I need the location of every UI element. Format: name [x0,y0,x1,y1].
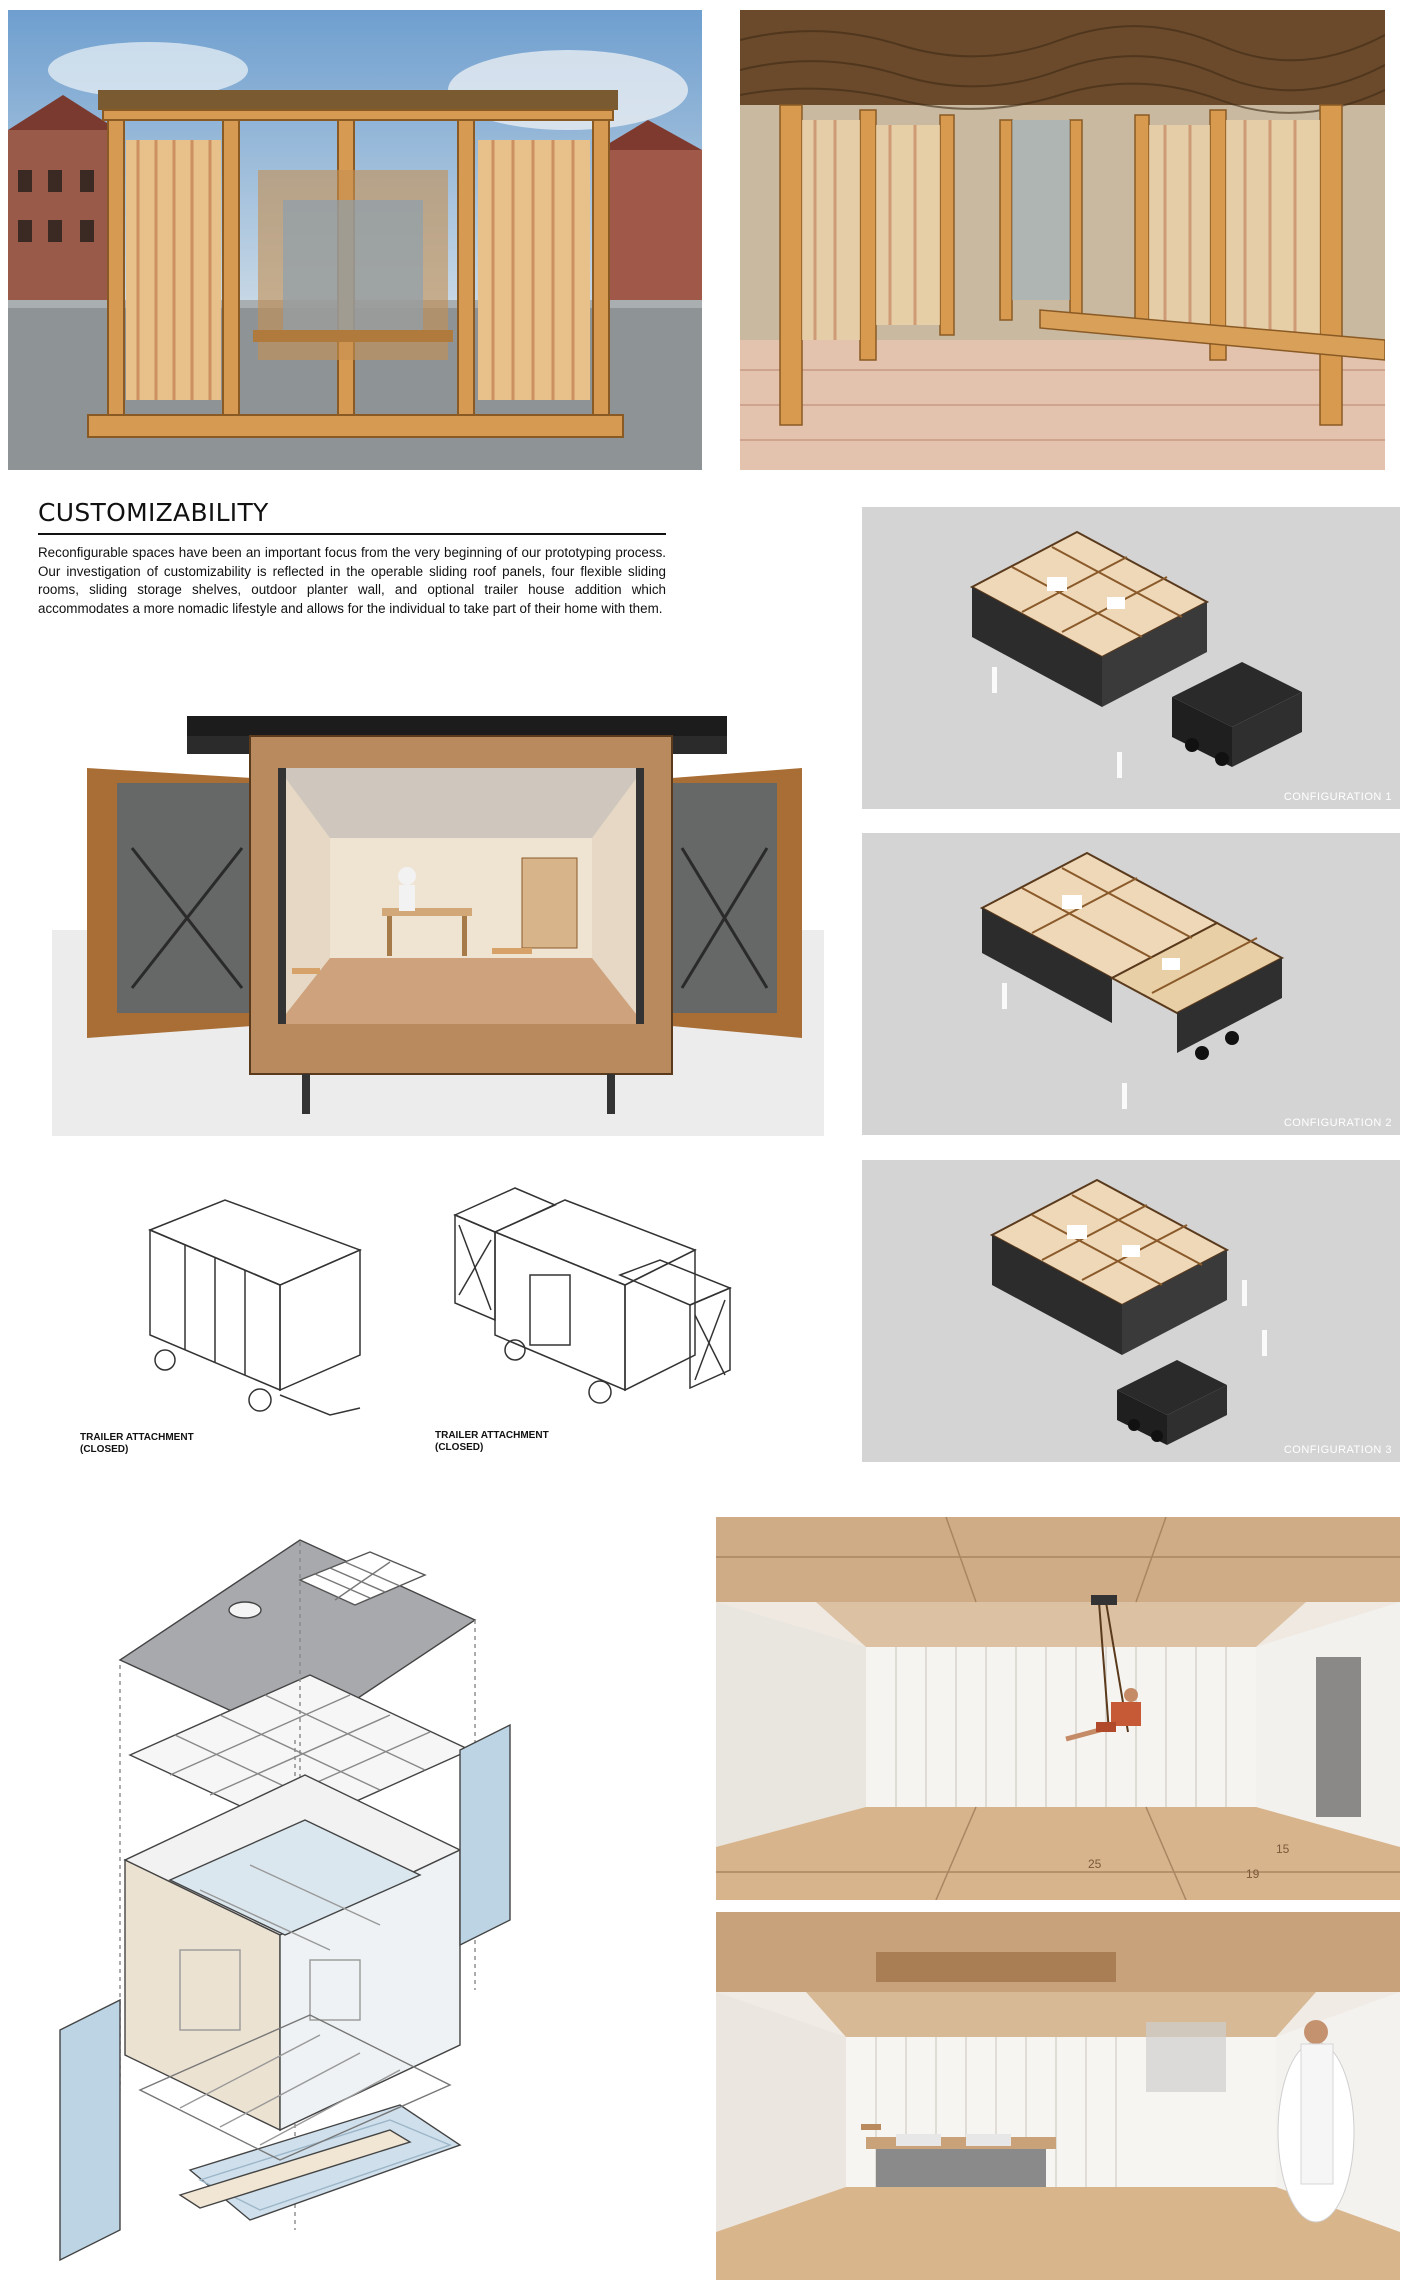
trailer-caption-1-line1: TRAILER ATTACHMENT [80,1432,194,1443]
configuration-2-label: CONFIGURATION 2 [1283,1117,1392,1129]
configuration-panel-3 [862,1160,1400,1462]
floor-mark-19: 19 [1246,1867,1260,1881]
configuration-panel-1 [862,507,1400,809]
exploded-axonometric-diagram [30,1530,670,2270]
interior-bedroom-render [716,1912,1400,2280]
trailer-drawing-attached [445,1180,740,1445]
pavilion-exterior-photo [8,10,702,470]
configuration-3-label: CONFIGURATION 3 [1283,1444,1392,1456]
floor-mark-15: 15 [1276,1842,1290,1856]
trailer-caption-2-line2: (CLOSED) [435,1442,484,1453]
section-heading: CUSTOMIZABILITY [38,498,666,535]
trailer-caption-1-line2: (CLOSED) [80,1444,129,1455]
configuration-1-label: CONFIGURATION 1 [1283,791,1392,803]
section-body: Reconfigurable spaces have been an important focus from the very beginning of our prototyping process. Our investigation of customizability is reflected in the operable sliding roof panels, four flexible sliding rooms, sliding storage shelves, outdoor planter wall, and optional trailer house addition which accommodates a more nomadic lifestyle and allows for the individual to take part of their home with them. [38,545,666,616]
floor-mark-25: 25 [1088,1857,1102,1871]
trailer-caption-2-line1: TRAILER ATTACHMENT [435,1430,549,1441]
configuration-panel-2 [862,833,1400,1135]
trailer-caption-1 [80,1432,194,1456]
interior-swing-render [716,1517,1400,1900]
trailer-caption-2 [435,1430,549,1454]
trailer-drawing-closed [130,1190,370,1450]
pavilion-interior-photo [740,10,1385,470]
open-module-render [52,708,824,1136]
